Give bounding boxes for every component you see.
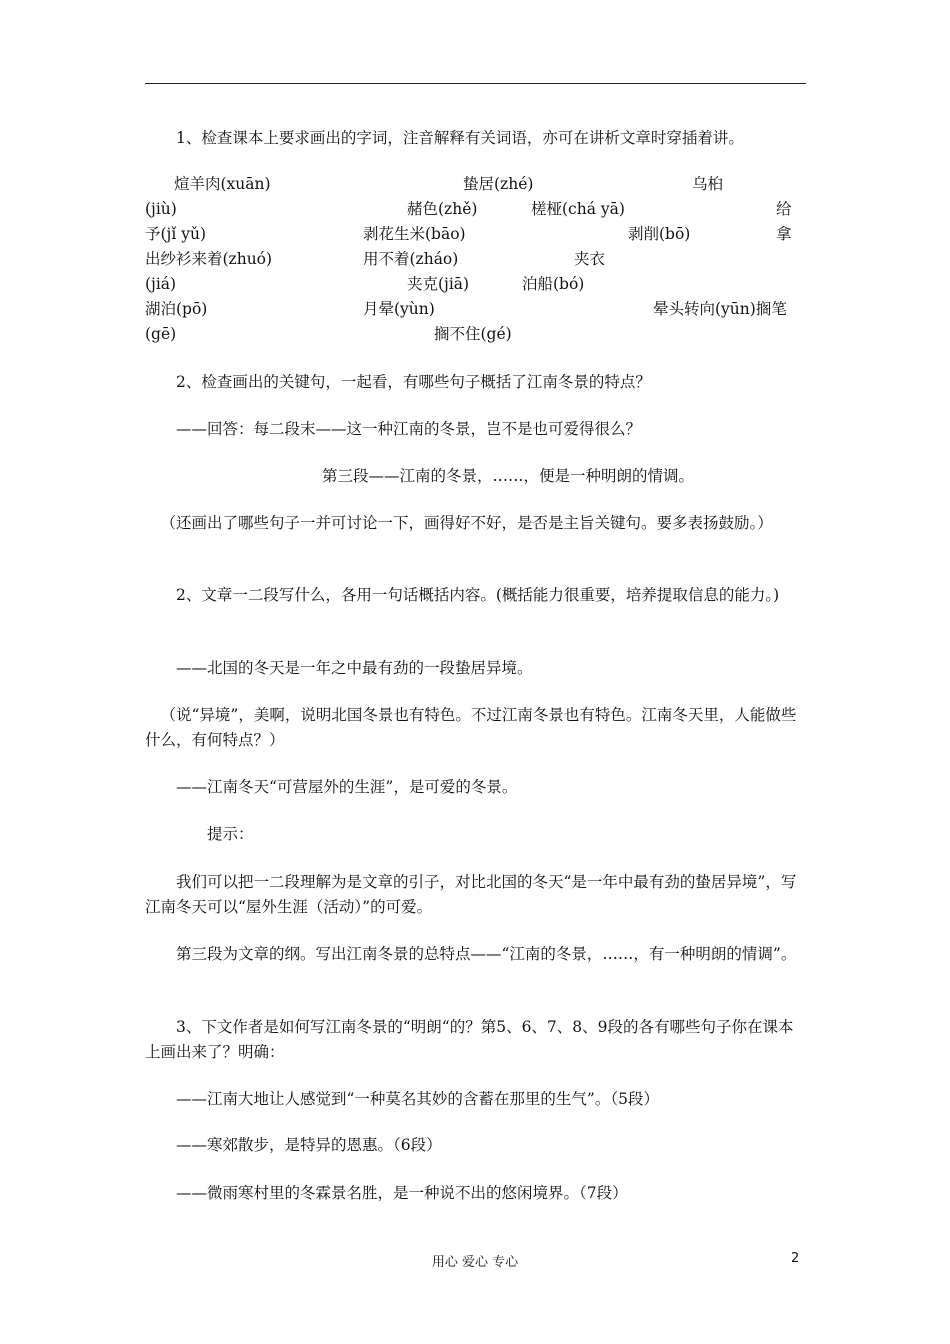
paragraph-note: （还画出了哪些句子一并可讨论一下，画得好不好，是否是主旨关键句。要多表扬鼓励。） bbox=[160, 514, 773, 532]
paragraph-north: ——北国的冬天是一年之中最有劲的一段蛰居异境。 bbox=[176, 659, 533, 677]
vocab-item: 给 bbox=[776, 200, 792, 218]
page-number: 2 bbox=[791, 1251, 800, 1266]
header-rule bbox=[145, 83, 806, 84]
paragraph-2: 2、检查画出的关键句，一起看，有哪些句子概括了江南冬景的特点？ bbox=[176, 373, 651, 391]
paragraph-para7: ——微雨寒村里的冬霖景名胜，是一种说不出的悠闲境界。（7段） bbox=[176, 1184, 628, 1202]
vocab-item: 乌桕 bbox=[692, 175, 724, 193]
vocab-item: (jiá) bbox=[145, 275, 177, 293]
vocab-item: 泊船(bó) bbox=[522, 275, 585, 293]
vocab-item: 拿 bbox=[776, 225, 792, 243]
footer-text: 用心 爱心 专心 bbox=[431, 1255, 519, 1270]
vocab-item: 夹克(jiā) bbox=[407, 275, 470, 293]
vocab-item: 用不着(zháo) bbox=[363, 250, 459, 268]
paragraph-hint-1: 我们可以把一二段理解为是文章的引子，对比北国的冬天“是一年中最有劲的蛰居异境”，写江南冬天可以“屋外生涯（活动）”的可爱。 bbox=[145, 873, 797, 916]
vocab-item: 煊羊肉(xuān) bbox=[174, 175, 271, 193]
paragraph-3: 3、下文作者是如何写江南冬景的“明朗“的？第5、6、7、8、9段的各有哪些句子你在课本上画出来了？明确： bbox=[145, 1018, 794, 1061]
paragraph-1: 1、检查课本上要求画出的字词，注音解释有关词语，亦可在讲析文章时穿插着讲。 bbox=[176, 129, 744, 147]
vocab-item: 晕头转向(yūn)搁笔 bbox=[653, 300, 787, 318]
hint-label: 提示： bbox=[207, 825, 254, 843]
vocab-item: (gē) bbox=[145, 325, 177, 343]
paragraph-hint-2: 第三段为文章的纲。写出江南冬景的总特点——“江南的冬景，……，有一种明朗的情调”。 bbox=[176, 945, 797, 963]
vocab-item: 予(jǐ yǔ) bbox=[145, 225, 207, 243]
paragraph-para5: ——江南大地让人感觉到“一种莫名其妙的含蓄在那里的生气”。（5段） bbox=[176, 1090, 659, 1108]
paragraph-south: ——江南冬天“可营屋外的生涯”，是可爱的冬景。 bbox=[176, 778, 518, 796]
vocab-item: 湖泊(pō) bbox=[145, 300, 208, 318]
vocab-item: 夹衣 bbox=[574, 250, 606, 268]
vocab-item: (jiù) bbox=[145, 200, 177, 218]
vocab-item: 槎桠(chá yā) bbox=[531, 200, 625, 218]
vocab-item: 出纱衫来着(zhuó) bbox=[145, 250, 273, 268]
paragraph-third: 第三段——江南的冬景，……，便是一种明朗的情调。 bbox=[322, 467, 695, 485]
paragraph-answer: ——回答：每二段末——这一种江南的冬景，岂不是也可爱得很么？ bbox=[176, 420, 642, 438]
vocab-item: 剥花生米(bāo) bbox=[363, 225, 466, 243]
vocab-item: 月晕(yùn) bbox=[363, 300, 435, 318]
vocab-item: 搁不住(gé) bbox=[434, 325, 512, 343]
paragraph-summary: 2、文章一二段写什么，各用一句话概括内容。(概括能力很重要，培养提取信息的能力。) bbox=[176, 586, 780, 604]
vocab-item: 剥削(bō) bbox=[628, 225, 691, 243]
vocab-item: 赭色(zhě) bbox=[407, 200, 478, 218]
vocab-item: 蛰居(zhé) bbox=[463, 175, 534, 193]
paragraph-note-2: （说“异境”，美啊，说明北国冬景也有特色。不过江南冬景也有特色。江南冬天里，人能做些什么，有何特点？） bbox=[145, 706, 797, 749]
paragraph-para6: ——寒郊散步，是特异的恩惠。（6段） bbox=[176, 1136, 442, 1154]
